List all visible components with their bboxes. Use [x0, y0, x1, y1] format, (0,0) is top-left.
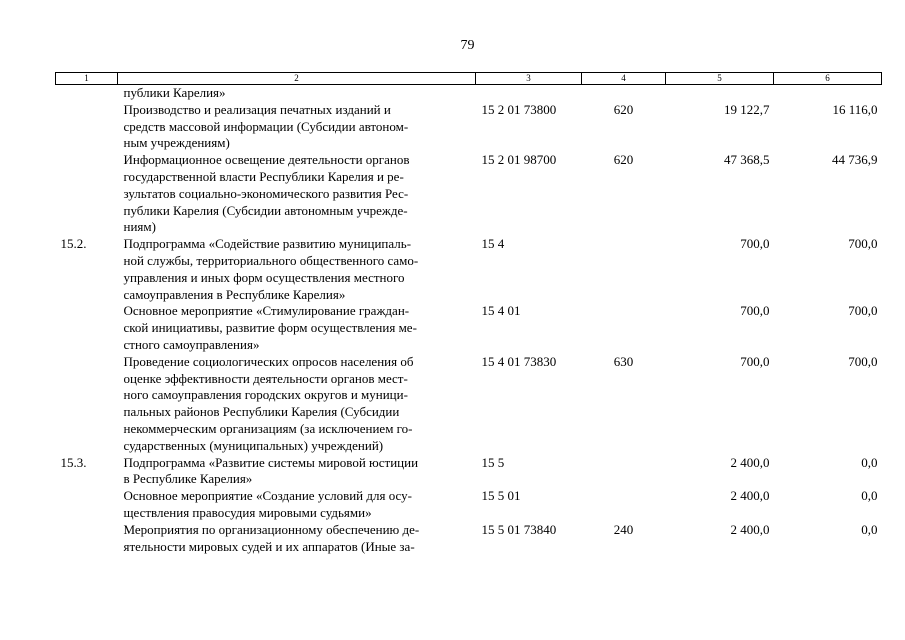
row-number — [56, 102, 118, 152]
row-name-line: Производство и реализация печатных изданий и — [123, 101, 391, 117]
row-name-line: Информационное освещение деятельности органов — [123, 152, 410, 168]
row-amount-2: 0,0 — [861, 454, 878, 470]
row-name-line: ной службы, территориального общественного само- — [123, 252, 419, 268]
column-number-header — [56, 73, 882, 85]
row-name-line: зультатов социально-экономического развития Рес- — [123, 185, 409, 201]
table-row — [56, 303, 882, 353]
row-expense-type — [582, 236, 666, 303]
row-amount-2: 700,0 — [848, 236, 878, 252]
row-name-line: управления и иных форм осуществления местного — [123, 269, 405, 285]
row-name-line: ятельности мировых судей и их аппаратов (Иные за- — [123, 538, 415, 554]
row-name — [118, 152, 476, 236]
table-row — [56, 522, 882, 556]
row-amount-2: 700,0 — [848, 303, 878, 319]
table-body — [56, 85, 882, 556]
row-amount-1: 700,0 — [740, 303, 770, 319]
row-name-line: Проведение социологических опросов населения об — [123, 353, 414, 369]
row-name-line: Основное мероприятие «Стимулирование граждан- — [123, 303, 410, 319]
row-code: 15 4 01 73830 — [481, 353, 557, 369]
row-number — [56, 152, 118, 236]
row-expense-type — [582, 455, 666, 489]
table-row — [56, 455, 882, 489]
column-header: 2 — [118, 73, 476, 85]
row-number — [56, 522, 118, 556]
row-name-line: ской инициативы, развитие форм осуществления ме- — [123, 320, 417, 336]
table-row — [56, 152, 882, 236]
row-number — [56, 85, 118, 102]
row-expense-type: 630 — [613, 353, 634, 369]
row-name-line: стного самоуправления» — [123, 336, 260, 352]
row-amount-2: 700,0 — [848, 353, 878, 369]
row-name-line: пальных районов Республики Карелия (Субсидии — [123, 404, 400, 420]
row-amount-2: 44 736,9 — [832, 152, 878, 168]
table-row — [56, 236, 882, 303]
row-amount-1: 2 400,0 — [730, 454, 770, 470]
row-amount-1: 2 400,0 — [730, 488, 770, 504]
column-header: 6 — [774, 73, 882, 85]
row-code: 15 5 01 — [481, 488, 521, 504]
row-number: 15.3. — [60, 454, 87, 470]
row-name-line: ным учреждениям) — [123, 135, 230, 151]
row-name-line: Мероприятия по организационному обеспечению де- — [123, 521, 420, 537]
row-code: 15 5 01 73840 — [481, 521, 557, 537]
row-amount-1: 2 400,0 — [730, 521, 770, 537]
row-amount-1: 47 368,5 — [724, 152, 770, 168]
row-name-line: Подпрограмма «Содействие развитию муниципаль- — [123, 236, 412, 252]
table-row — [56, 85, 882, 102]
row-number: 15.2. — [60, 236, 87, 252]
row-name-line: Подпрограмма «Развитие системы мировой юстиции — [123, 454, 419, 470]
row-code — [476, 85, 582, 102]
column-header: 3 — [476, 73, 582, 85]
row-expense-type: 620 — [613, 152, 634, 168]
row-name-line: самоуправления в Республике Карелия» — [123, 286, 346, 302]
row-name-line: средств массовой информации (Субсидии автоном- — [123, 118, 409, 134]
row-name — [118, 455, 476, 489]
row-name — [118, 488, 476, 522]
row-name — [118, 354, 476, 455]
row-name — [118, 85, 476, 102]
row-amount-1 — [666, 85, 774, 102]
table-row — [56, 102, 882, 152]
row-name — [118, 102, 476, 152]
row-name-line: в Республике Карелия» — [123, 471, 253, 487]
row-amount-1: 700,0 — [740, 353, 770, 369]
row-code: 15 4 — [481, 236, 505, 252]
column-header: 4 — [582, 73, 666, 85]
row-amount-1: 700,0 — [740, 236, 770, 252]
column-header: 1 — [56, 73, 118, 85]
row-expense-type: 240 — [613, 521, 634, 537]
row-name-line: публики Карелия (Субсидии автономным учрежде- — [123, 202, 408, 218]
row-name-line: публики Карелия» — [123, 85, 226, 100]
row-code: 15 5 — [481, 454, 505, 470]
row-expense-type — [582, 303, 666, 353]
row-name — [118, 303, 476, 353]
row-name-line: сударственных (муниципальных) учреждений) — [123, 437, 384, 453]
row-expense-type: 620 — [613, 101, 634, 117]
row-name-line: государственной власти Республики Карелия и ре- — [123, 168, 404, 184]
row-name — [118, 522, 476, 556]
column-header: 5 — [666, 73, 774, 85]
row-name-line: ниям) — [123, 219, 156, 235]
row-expense-type — [582, 85, 666, 102]
budget-table — [55, 72, 882, 555]
row-amount-2: 0,0 — [861, 521, 878, 537]
row-name-line: ного самоуправления городских округов и муници- — [123, 387, 408, 403]
row-code: 15 2 01 98700 — [481, 152, 557, 168]
row-amount-2: 0,0 — [861, 488, 878, 504]
row-name-line: оценке эффективности деятельности органов мест- — [123, 370, 408, 386]
row-number — [56, 303, 118, 353]
page-number: 79 — [460, 38, 475, 53]
row-number — [56, 488, 118, 522]
row-name-line: ществления правосудия мировыми судьями» — [123, 504, 372, 520]
row-name-line: Основное мероприятие «Создание условий для осу- — [123, 488, 412, 504]
table-row — [56, 354, 882, 455]
row-code: 15 2 01 73800 — [481, 101, 557, 117]
row-expense-type — [582, 488, 666, 522]
row-amount-2: 16 116,0 — [832, 101, 878, 117]
row-amount-2 — [774, 85, 882, 102]
row-name-line: некоммерческим организациям (за исключением го- — [123, 420, 413, 436]
row-code: 15 4 01 — [481, 303, 521, 319]
row-number — [56, 354, 118, 455]
row-amount-1: 19 122,7 — [724, 101, 770, 117]
row-name — [118, 236, 476, 303]
table-row — [56, 488, 882, 522]
